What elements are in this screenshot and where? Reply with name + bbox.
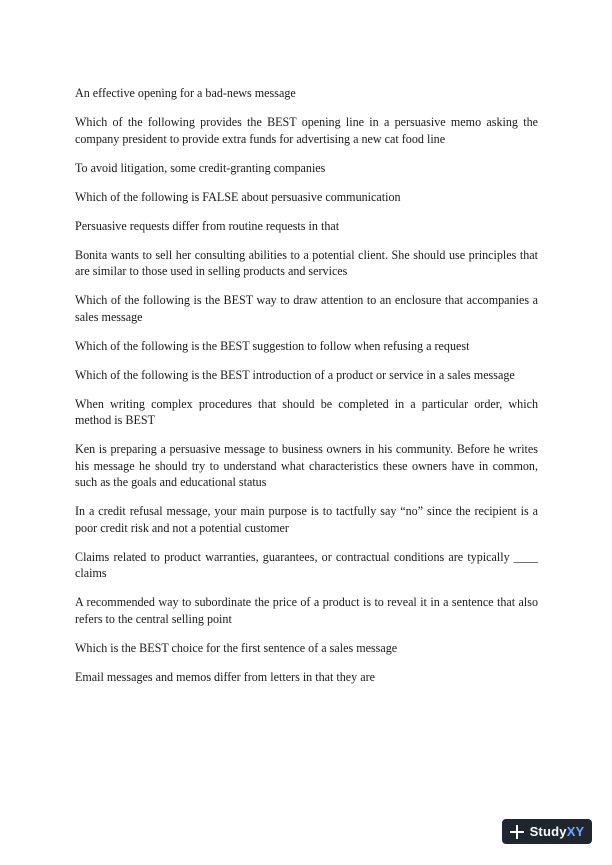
plus-icon — [510, 825, 524, 839]
question-6: Bonita wants to sell her consulting abilities to a potential client. She should use principles that are similar to those used in selling products and services — [75, 247, 538, 278]
question-9: Which of the following is the BEST introduction of a product or service in a sales message — [75, 367, 515, 382]
question-5: Persuasive requests differ from routine requests in that — [75, 218, 340, 233]
question-8: Which of the following is the BEST suggestion to follow when refusing a request — [75, 338, 470, 353]
brand-main: Study — [529, 824, 567, 839]
question-4: Which of the following is FALSE about persuasive communication — [75, 189, 401, 204]
brand-accent: XY — [566, 824, 585, 839]
question-14: A recommended way to subordinate the price of a product is to reveal it in a sentence that also refers to the central selling point — [75, 595, 538, 626]
question-13: Claims related to product warranties, guarantees, or contractual conditions are typically ____ claims — [75, 549, 538, 580]
question-7: Which of the following is the BEST way to draw attention to an enclosure that accompanies a sales message — [75, 293, 538, 324]
question-16: Email messages and memos differ from letters in that they are — [75, 669, 376, 684]
question-1: An effective opening for a bad-news message — [75, 86, 296, 100]
question-3: To avoid litigation, some credit-granting companies — [75, 160, 326, 175]
question-10: When writing complex procedures that should be completed in a particular order, which method is BEST — [75, 396, 538, 427]
question-list — [75, 85, 538, 698]
brand-name — [530, 824, 585, 839]
studyxy-logo[interactable] — [502, 819, 592, 844]
question-11: Ken is preparing a persuasive message to business owners in his community. Before he writes his message he should try to understand what characteristics these owners have in common, such as the goals and educational status — [75, 442, 538, 489]
question-12: In a credit refusal message, your main purpose is to tactfully say “no” since the recipient is a poor credit risk and not a potential customer — [75, 504, 538, 535]
question-15: Which is the BEST choice for the first sentence of a sales message — [75, 640, 398, 655]
question-2: Which of the following provides the BEST opening line in a persuasive memo asking the company president to provide extra funds for advertising a new cat food line — [75, 115, 538, 146]
